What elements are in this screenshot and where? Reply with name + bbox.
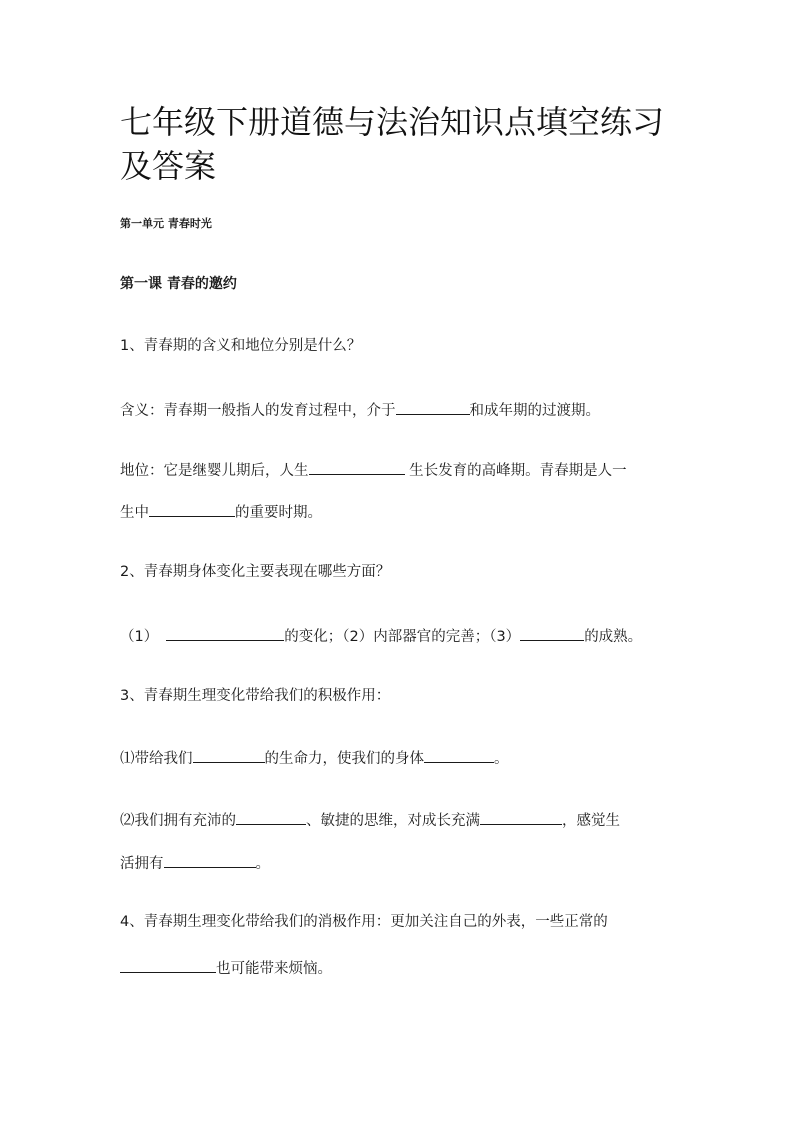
q2-text-a: （1） bbox=[120, 629, 159, 645]
fill-blank[interactable] bbox=[520, 624, 584, 641]
q3-point-2-line-2 bbox=[120, 851, 680, 874]
q1-status-text-b: 生长发育的高峰期。青春期是人一 bbox=[404, 463, 627, 479]
q3-p1-text-c: 。 bbox=[494, 751, 509, 767]
q3-p2-text-b: 、敏捷的思维，对成长充满 bbox=[306, 813, 480, 829]
question-4: 4、青春期生理变化带给我们的消极作用：更加关注自己的外表，一些正常的 bbox=[120, 914, 608, 930]
q2-text-b: 的变化；（2）内部器官的完善；（3） bbox=[284, 629, 521, 645]
fill-blank[interactable] bbox=[120, 956, 216, 973]
q1-status-text-c: 生中 bbox=[120, 505, 149, 521]
q1-meaning-text-a: 含义：青春期一般指人的发育过程中，介于 bbox=[120, 403, 396, 419]
q3-p1-text-b: 的生命力，使我们的身体 bbox=[264, 751, 424, 767]
q2-text-c: 的成熟。 bbox=[584, 629, 643, 645]
fill-blank[interactable] bbox=[164, 851, 256, 868]
fill-blank[interactable] bbox=[166, 624, 284, 641]
q4-text-b: 也可能带来烦恼。 bbox=[216, 961, 332, 977]
lesson-heading: 第一课 青春的邀约 bbox=[120, 276, 237, 292]
q3-p2-text-e: 。 bbox=[255, 856, 270, 872]
q3-p2-text-d: 活拥有 bbox=[120, 856, 164, 872]
document-title: 七年级下册道德与法治知识点填空练习及答案 bbox=[120, 103, 665, 185]
q3-p1-text-a: ⑴带给我们 bbox=[120, 751, 193, 767]
question-2: 2、青春期身体变化主要表现在哪些方面？ bbox=[120, 564, 391, 580]
q3-p2-text-c: ，感觉生 bbox=[562, 813, 620, 829]
q3-point-2-line-1 bbox=[120, 808, 680, 831]
q1-meaning-text-b: 和成年期的过渡期。 bbox=[469, 403, 600, 419]
q4-answer-line bbox=[120, 956, 680, 979]
q1-status-line-2 bbox=[120, 500, 680, 523]
fill-blank[interactable] bbox=[424, 746, 494, 763]
question-1: 1、青春期的含义和地位分别是什么？ bbox=[120, 338, 362, 354]
fill-blank[interactable] bbox=[480, 808, 562, 825]
q2-answer-line bbox=[120, 624, 680, 647]
question-3: 3、青春期生理变化带给我们的积极作用： bbox=[120, 688, 391, 704]
fill-blank[interactable] bbox=[396, 398, 470, 415]
fill-blank[interactable] bbox=[236, 808, 306, 825]
document-page bbox=[120, 0, 680, 1123]
fill-blank[interactable] bbox=[193, 746, 265, 763]
fill-blank[interactable] bbox=[309, 458, 405, 475]
q3-p2-text-a: ⑵我们拥有充沛的 bbox=[120, 813, 236, 829]
q1-status-line-1 bbox=[120, 458, 680, 481]
unit-heading: 第一单元 青春时光 bbox=[120, 217, 212, 230]
q1-status-text-d: 的重要时期。 bbox=[235, 505, 322, 521]
q3-point-1 bbox=[120, 746, 680, 769]
q1-status-text-a: 地位：它是继婴儿期后，人生 bbox=[120, 463, 309, 479]
fill-blank[interactable] bbox=[149, 500, 235, 517]
q1-meaning-line bbox=[120, 398, 680, 421]
